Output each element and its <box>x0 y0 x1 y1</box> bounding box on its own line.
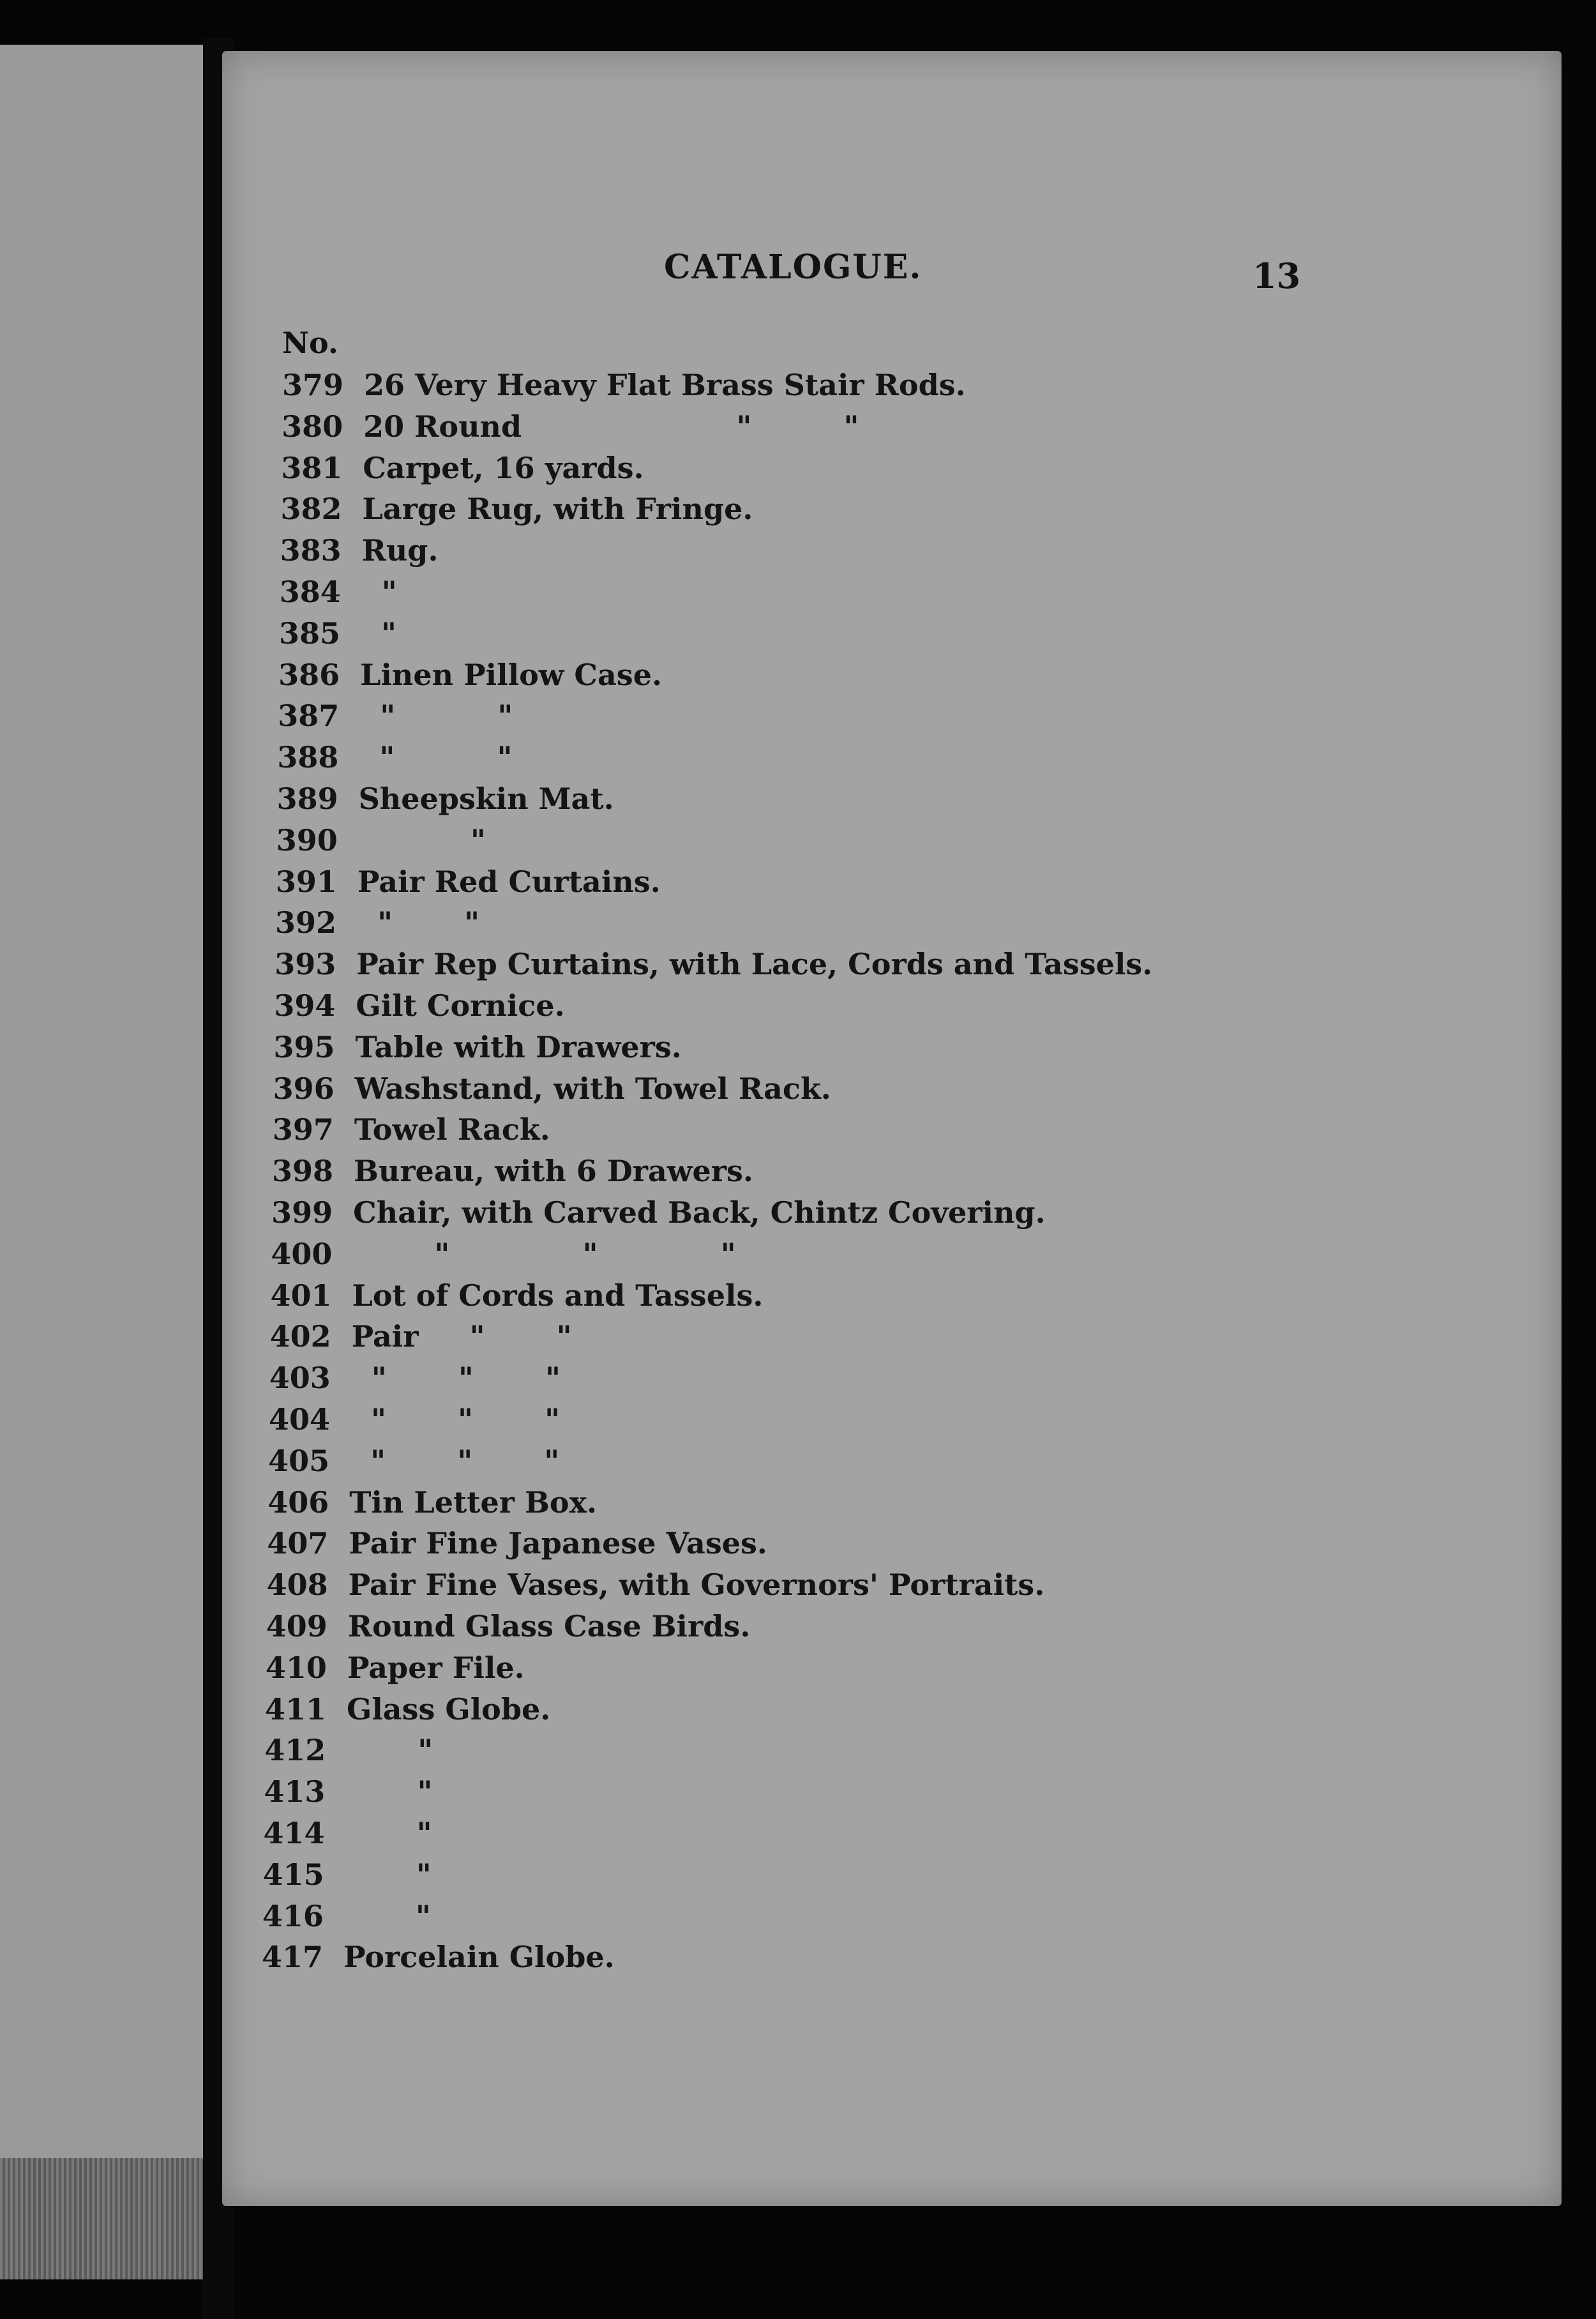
entry-number: 400 <box>271 1236 333 1271</box>
entry-description: " " " <box>350 1402 561 1437</box>
page-title: CATALOGUE. <box>664 248 922 287</box>
entry-number: 388 <box>277 740 339 775</box>
entry-number: 402 <box>269 1319 331 1354</box>
entry-number: 396 <box>273 1071 335 1106</box>
number-column-header: No. <box>282 326 338 360</box>
entry-description: " " <box>359 699 513 734</box>
page-number: 13 <box>1253 255 1301 296</box>
entry-number: 416 <box>262 1898 324 1933</box>
entry-number: 390 <box>276 822 338 857</box>
entry-number: 397 <box>272 1112 334 1147</box>
entry-number: 407 <box>267 1526 329 1561</box>
entry-number: 395 <box>273 1029 335 1064</box>
entry-description: Tin Letter Box. <box>349 1484 598 1520</box>
entry-description: Carpet, 16 yards. <box>363 450 644 485</box>
entry-number: 405 <box>268 1443 330 1478</box>
entry-description: " " <box>359 740 513 775</box>
entry-number: 389 <box>276 782 338 816</box>
entry-number: 413 <box>264 1774 326 1809</box>
entry-number: 391 <box>275 864 337 899</box>
entry-number: 383 <box>280 533 342 568</box>
entry-description: Rug. <box>361 533 439 568</box>
entry-number: 403 <box>269 1361 331 1396</box>
entry-number: 404 <box>268 1402 330 1437</box>
entry-description: Linen Pillow Case. <box>360 657 662 692</box>
entry-description: Gilt Cornice. <box>356 988 565 1023</box>
entry-number: 406 <box>267 1484 329 1520</box>
entry-number: 387 <box>278 699 340 734</box>
entry-description: " <box>345 1816 432 1850</box>
entry-number: 394 <box>274 988 336 1023</box>
entry-number: 417 <box>262 1940 324 1975</box>
entry-number: 382 <box>280 492 342 527</box>
entry-description: Washstand, with Towel Rack. <box>354 1071 831 1106</box>
entry-number: 393 <box>275 947 336 982</box>
entry-number: 410 <box>265 1650 327 1685</box>
entry-description: Table with Drawers. <box>355 1029 682 1064</box>
entry-description: Pair " " <box>351 1319 572 1354</box>
entry-number: 379 <box>282 368 344 402</box>
entry-number: 380 <box>282 409 343 444</box>
entry-description: Pair Fine Japanese Vases. <box>349 1526 767 1561</box>
entry-number: 386 <box>278 657 340 692</box>
entry-description: " <box>344 1857 432 1892</box>
entry-description: " " <box>357 905 480 940</box>
entry-description: Sheepskin Mat. <box>358 782 614 816</box>
entry-number: 415 <box>262 1857 324 1892</box>
entry-description: " " " <box>350 1443 560 1478</box>
entry-description: " <box>346 1733 433 1768</box>
entry-description: 26 Very Heavy Flat Brass Stair Rods. <box>364 368 966 402</box>
entry-number: 401 <box>270 1278 332 1313</box>
entry-number: 411 <box>265 1691 327 1726</box>
entry-number: 392 <box>275 905 337 940</box>
entry-description: Chair, with Carved Back, Chintz Covering. <box>353 1195 1046 1230</box>
entry-description: Bureau, with 6 Drawers. <box>354 1154 753 1189</box>
entry-description: " " " <box>350 1361 561 1396</box>
entry-number: 412 <box>264 1733 326 1768</box>
entry-number: 385 <box>278 616 340 651</box>
entry-description: 20 Round " " <box>363 409 859 444</box>
entry-number: 399 <box>271 1195 333 1230</box>
entry-description: " <box>361 575 397 609</box>
entry-description: Lot of Cords and Tassels. <box>352 1278 764 1313</box>
entry-description: Glass Globe. <box>347 1691 551 1726</box>
entry-description: " " " <box>352 1236 736 1271</box>
entry-description: " <box>345 1774 433 1809</box>
entry-number: 408 <box>266 1567 328 1603</box>
entry-number: 384 <box>279 575 341 609</box>
entry-number: 409 <box>266 1609 327 1643</box>
entry-description: " <box>358 822 486 857</box>
entry-description: Towel Rack. <box>354 1112 550 1147</box>
entry-description: Paper File. <box>347 1650 525 1685</box>
entry-description: Pair Red Curtains. <box>357 864 661 899</box>
entry-description: Round Glass Case Birds. <box>347 1609 751 1643</box>
entry-number: 414 <box>263 1816 325 1850</box>
entry-number: 398 <box>272 1154 334 1189</box>
entry-description: Pair Rep Curtains, with Lace, Cords and Tassels. <box>356 947 1153 982</box>
entry-description: " <box>343 1898 431 1933</box>
entry-description: Pair Fine Vases, with Governors' Portraits. <box>348 1567 1045 1603</box>
entry-number: 381 <box>281 450 343 485</box>
entry-description: Porcelain Globe. <box>343 1940 615 1975</box>
entry-description: Large Rug, with Fringe. <box>362 492 753 527</box>
entry-description: " <box>360 616 396 651</box>
